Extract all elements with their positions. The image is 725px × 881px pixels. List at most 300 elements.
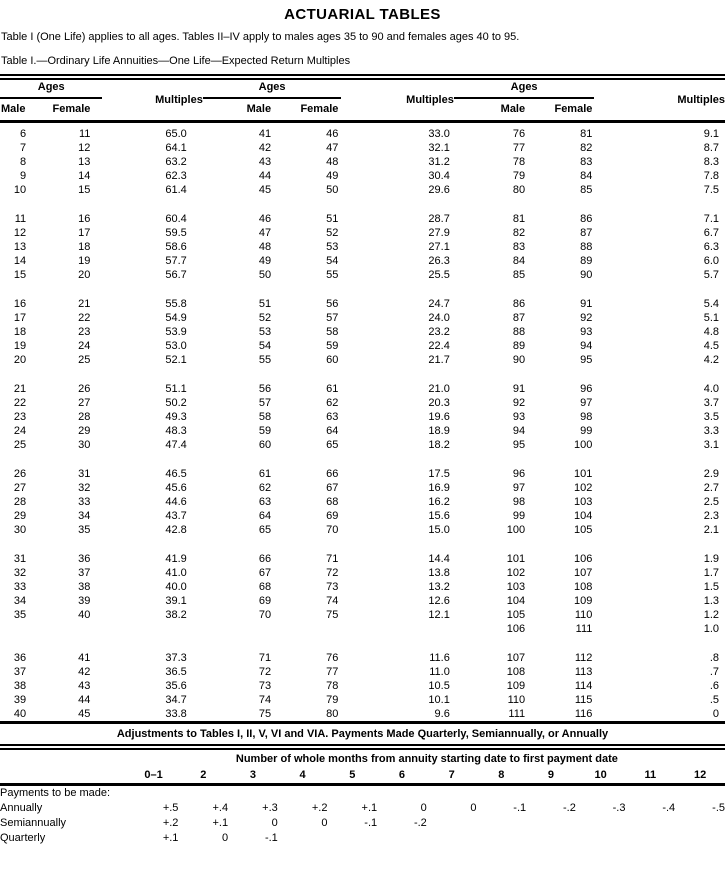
cell-male: 36 [13,652,27,664]
multiples-header-1: Multiples [155,94,203,106]
cell-male: 16 [13,298,27,310]
month-header: 8 [498,769,505,781]
table-row [0,212,725,226]
cell-female: 86 [580,213,593,225]
cell-female: 50 [326,184,339,196]
cell-male: 11 [14,213,27,225]
cell-multiples: 53.9 [165,326,187,338]
male-header-2: Male [246,103,272,115]
cell-male: 60 [258,439,272,451]
cell-female: 21 [78,298,91,310]
page-title: ACTUARIAL TABLES [284,6,441,23]
spacer-row [0,197,725,212]
cell-female: 77 [326,666,339,678]
cell-multiples: 42.8 [165,524,187,536]
table-row [0,438,725,452]
cell-multiples: 9.1 [703,128,719,140]
table-row [0,382,725,396]
spacer-row [0,636,725,651]
cell-male: 39 [13,694,27,706]
cell-female: 102 [574,482,593,494]
cell-female: 41 [78,652,91,664]
cell-multiples: 7.1 [703,213,719,225]
spacer-row [0,452,725,467]
cell-multiples: 61.4 [165,184,187,196]
cell-multiples: 13.8 [428,567,450,579]
cell-male: 75 [258,708,272,720]
cell-female: 27 [78,397,91,409]
cell-female: 49 [326,170,339,182]
cell-multiples: 16.9 [428,482,450,494]
cell-male: 88 [512,326,526,338]
cell-female: 100 [574,439,593,451]
cell-multiples: 27.9 [428,227,450,239]
month-header: 7 [448,769,455,781]
cell-multiples: 28.7 [428,213,450,225]
cell-multiples: 36.5 [165,666,187,678]
cell-multiples: 0 [712,708,719,720]
cell-multiples: 15.0 [428,524,450,536]
cell-female: 91 [580,298,593,310]
cell-multiples: 56.7 [165,269,187,281]
cell-male: 44 [258,170,272,182]
cell-female [275,622,341,636]
cell-female: 37 [78,567,91,579]
cell-multiples: 19.6 [428,411,450,423]
cell-multiples: 41.0 [165,567,187,579]
cell-multiples: 39.1 [165,595,187,607]
cell-female: 12 [78,142,91,154]
table-row [0,679,725,693]
table-row [0,410,725,424]
cell-female: 11 [78,128,91,140]
table-row [0,608,725,622]
cell-male: 80 [512,184,526,196]
cell-male: 91 [512,383,526,395]
cell-male: 103 [506,581,526,593]
table-row [0,297,725,311]
cell-male: 14 [13,255,27,267]
adjustment-value [278,831,328,846]
cell-male: 28 [13,496,27,508]
cell-female: 106 [574,553,593,565]
cell-male: 77 [512,142,526,154]
cell-multiples: 18.2 [428,439,450,451]
cell-multiples: 3.3 [703,425,719,437]
cell-male: 97 [512,482,526,494]
cell-male: 40 [13,708,27,720]
cell-multiples: 3.7 [703,397,719,409]
cell-male: 52 [258,312,272,324]
cell-male: 53 [258,326,272,338]
cell-male: 25 [13,439,27,451]
table-row [0,481,725,495]
table-row [0,183,725,197]
divider-double-bottom [0,744,725,750]
cell-male: 111 [508,708,526,720]
cell-male: 46 [258,213,272,225]
cell-multiples: 1.9 [703,553,719,565]
cell-female: 56 [326,298,339,310]
table-row [0,254,725,268]
adjustment-value: +.4 [212,802,229,814]
table1-body [0,122,725,722]
cell-female: 26 [78,383,91,395]
cell-male: 55 [258,354,272,366]
cell-multiples: 8.7 [703,142,719,154]
table-row [0,622,725,636]
cell-male: 85 [512,269,526,281]
adjustments-subtitle: Number of whole months from annuity starting date to first payment date [235,753,618,765]
cell-female: 76 [326,652,339,664]
adj-month-headers [0,767,725,785]
cell-male: 31 [13,553,27,565]
cell-multiples: 10.1 [428,694,450,706]
cell-female: 70 [326,524,339,536]
cell-female: 18 [78,241,91,253]
cell-male: 59 [258,425,272,437]
adjustment-value [625,831,675,846]
cell-female: 31 [78,468,91,480]
cell-female: 79 [326,694,339,706]
cell-female: 45 [78,708,91,720]
table-row [0,495,725,509]
cell-female: 81 [580,128,593,140]
table-row [0,127,725,141]
adjustment-value [327,831,377,846]
cell-female: 64 [326,425,339,437]
month-header: 2 [200,769,207,781]
cell-multiples: 11.0 [429,666,450,678]
cell-multiples: 3.1 [703,439,719,451]
cell-male: 37 [13,666,27,678]
adjustment-value: +.1 [212,817,229,829]
cell-female: 60 [326,354,339,366]
cell-multiples: 6.0 [703,255,719,267]
month-header: 5 [349,769,356,781]
cell-female: 101 [574,468,593,480]
cell-multiples: 38.2 [165,609,187,621]
adjustment-value: 0 [221,832,229,844]
cell-female: 44 [78,694,91,706]
cell-multiples: 40.0 [165,581,187,593]
adjustment-row-label: Semiannually [0,817,67,829]
cell-male: 29 [13,510,27,522]
cell-male: 63 [258,496,272,508]
cell-multiples: 54.9 [165,312,187,324]
cell-female: 28 [78,411,91,423]
cell-multiples: 59.5 [165,227,187,239]
cell-male: 86 [512,298,526,310]
cell-male: 100 [506,524,526,536]
cell-multiples: 55.8 [165,298,187,310]
cell-male: 70 [258,609,272,621]
table-row [0,552,725,566]
cell-multiples: .6 [709,680,719,692]
month-header: 4 [299,769,306,781]
multiples-header-2: Multiples [406,94,454,106]
cell-male: 64 [258,510,272,522]
cell-female: 85 [580,184,593,196]
female-header-3: Female [554,103,593,115]
cell-female: 97 [580,397,593,409]
cell-female: 69 [326,510,339,522]
cell-multiples: 35.6 [165,680,187,692]
cell-male: 107 [506,652,526,664]
adjustment-value [377,831,427,846]
cell-female: 34 [78,510,91,522]
cell-multiples: 4.5 [703,340,719,352]
cell-female: 58 [326,326,339,338]
cell-female: 43 [78,680,91,692]
cell-female: 104 [574,510,593,522]
table-row [0,155,725,169]
male-header-1: Male [1,103,26,115]
adjustment-value: +.2 [162,817,179,829]
cell-multiples: 29.6 [428,184,450,196]
cell-multiples: 32.1 [428,142,450,154]
cell-male: 57 [258,397,272,409]
table-row [0,566,725,580]
cell-multiples: 51.1 [165,383,187,395]
cell-multiples: 25.5 [428,269,450,281]
cell-multiples: 2.5 [703,496,719,508]
cell-male: 41 [258,128,272,140]
cell-male: 93 [512,411,526,423]
male-header-3: Male [500,103,526,115]
cell-multiples: 5.7 [703,269,719,281]
cell-multiples: 5.1 [703,312,719,324]
cell-female: 57 [326,312,339,324]
adjustment-value [476,816,526,831]
adjustments-head [0,751,725,785]
cell-female: 78 [326,680,339,692]
cell-multiples: 63.2 [165,156,187,168]
spacer-row [0,282,725,297]
cell-multiples: 1.7 [703,567,719,579]
cell-female: 62 [326,397,339,409]
cell-multiples: 30.4 [428,170,450,182]
cell-female: 111 [575,623,593,635]
table-row [0,693,725,707]
table-row [0,339,725,353]
cell-multiples: 1.0 [703,623,719,635]
cell-male: 38 [13,680,27,692]
cell-female: 16 [78,213,91,225]
month-header: 10 [594,769,607,781]
adjustment-value: +.5 [162,802,179,814]
table-row [0,594,725,608]
cell-female: 51 [326,213,339,225]
cell-male: 43 [258,156,272,168]
cell-multiples: 1.5 [703,581,719,593]
cell-multiples: 27.1 [428,241,450,253]
adjustment-value: +.1 [361,802,378,814]
cell-male: 74 [258,694,272,706]
cell-male: 79 [512,170,526,182]
cell-female: 105 [574,524,593,536]
cell-multiples: 8.3 [703,156,719,168]
cell-multiples: 58.6 [165,241,187,253]
cell-male: 35 [13,609,27,621]
adjustment-value: -.2 [413,817,427,829]
cell-male: 61 [258,468,272,480]
cell-multiples: 33.0 [428,128,450,140]
cell-multiples: 4.0 [703,383,719,395]
cell-multiples: 9.6 [434,708,450,720]
cell-multiples: 26.3 [428,255,450,267]
adjustment-row [0,816,725,831]
cell-male: 10 [13,184,27,196]
cell-female: 19 [78,255,91,267]
cell-female: 63 [326,411,339,423]
adjustment-value [427,816,477,831]
cell-multiples: 50.2 [165,397,187,409]
payments-group-label: Payments to be made: [0,787,111,799]
table-row [0,311,725,325]
payments-group-row [0,785,725,802]
cell-multiples: 52.1 [165,354,187,366]
cell-multiples: 45.6 [165,482,187,494]
cell-female: 110 [574,609,593,621]
female-header-1: Female [52,103,91,115]
cell-female: 59 [326,340,339,352]
cell-female: 53 [326,241,339,253]
table-row [0,467,725,481]
cell-female: 25 [78,354,91,366]
cell-male: 102 [506,567,526,579]
intro-text: Table I (One Life) applies to all ages. Tables II–IV apply to males ages 35 to 90 and females ages 40 to 95. [1,31,520,43]
cell-female: 73 [326,581,339,593]
cell-female: 46 [326,128,339,140]
cell-male: 67 [258,567,272,579]
adjustment-value: -.1 [513,802,527,814]
table-row [0,240,725,254]
adjustment-value [576,831,626,846]
month-header: 12 [693,769,707,781]
cell-male: 24 [13,425,27,437]
month-header: 11 [644,769,657,781]
adjustment-value: +.3 [262,802,278,814]
table-row [0,141,725,155]
cell-multiples: 24.0 [428,312,450,324]
cell-male: 51 [258,298,272,310]
adjustment-value: -.2 [562,802,576,814]
cell-female: 20 [78,269,91,281]
cell-male: 21 [13,383,27,395]
cell-male: 104 [506,595,526,607]
cell-male: 65 [258,524,272,536]
cell-multiples: 1.3 [703,595,719,607]
cell-multiples: 57.7 [165,255,187,267]
cell-female: 52 [326,227,339,239]
adjustment-value [526,816,576,831]
cell-female: 22 [78,312,91,324]
cell-male: 33 [13,581,27,593]
table-row [0,509,725,523]
cell-female: 24 [78,340,91,352]
cell-female: 48 [326,156,339,168]
cell-female: 84 [580,170,593,182]
cell-female: 23 [78,326,91,338]
spacer-row [0,537,725,552]
cell-female: 71 [326,553,339,565]
cell-female: 72 [326,567,339,579]
cell-multiples: 4.2 [703,354,719,366]
cell-female: 83 [580,156,593,168]
cell-male: 6 [20,128,27,140]
adjustment-row-label: Annually [0,802,43,814]
cell-multiples: 21.7 [428,354,450,366]
cell-female: 15 [78,184,91,196]
cell-male: 71 [258,652,272,664]
cell-male: 106 [506,623,526,635]
cell-female: 107 [574,567,593,579]
cell-multiples: 14.4 [428,553,450,565]
cell-male: 42 [258,142,272,154]
adjustments-title: Adjustments to Tables I, II, V, VI and VIA. Payments Made Quarterly, Semiannually, or Annually [116,728,609,740]
cell-multiples: 20.3 [428,397,450,409]
table-row [0,707,725,721]
cell-female: 66 [326,468,339,480]
cell-female: 36 [78,553,91,565]
cell-multiples [102,622,202,636]
cell-female: 75 [326,609,339,621]
cell-male: 47 [258,227,272,239]
cell-female: 38 [78,581,91,593]
adjustment-value: 0 [271,817,278,829]
cell-multiples: 41.9 [165,553,187,565]
cell-female: 98 [580,411,593,423]
cell-female: 54 [326,255,339,267]
spacer-row [0,367,725,382]
adj-label-column-header [0,767,129,785]
cell-male: 90 [512,354,526,366]
cell-female: 88 [580,241,593,253]
cell-multiples: 62.3 [165,170,187,182]
cell-multiples: 15.6 [428,510,450,522]
cell-multiples: 6.3 [703,241,719,253]
cell-multiples: 1.2 [703,609,719,621]
ages-header-3: Ages [454,80,595,99]
cell-multiples: 4.8 [703,326,719,338]
cell-female: 92 [580,312,593,324]
cell-multiples [341,622,453,636]
cell-male: 45 [258,184,272,196]
cell-multiples: .5 [709,694,719,706]
cell-multiples: 44.6 [165,496,187,508]
ages-header-2: Ages [203,80,342,99]
cell-female: 108 [574,581,593,593]
cell-multiples: 22.4 [428,340,450,352]
adjustment-row-label: Quarterly [0,832,46,844]
cell-multiples: 33.8 [165,708,187,720]
cell-female: 39 [78,595,91,607]
cell-female: 90 [580,269,593,281]
cell-male: 58 [258,411,272,423]
adjustment-value: +.1 [162,832,179,844]
cell-multiples: 17.5 [428,468,450,480]
cell-female: 109 [574,595,593,607]
cell-multiples: 12.6 [428,595,450,607]
female-header-2: Female [300,103,339,115]
cell-multiples: 16.2 [428,496,450,508]
cell-male: 30 [13,524,27,536]
cell-male: 76 [512,128,526,140]
cell-multiples: 3.5 [703,411,719,423]
cell-male: 34 [13,595,27,607]
table-row [0,424,725,438]
